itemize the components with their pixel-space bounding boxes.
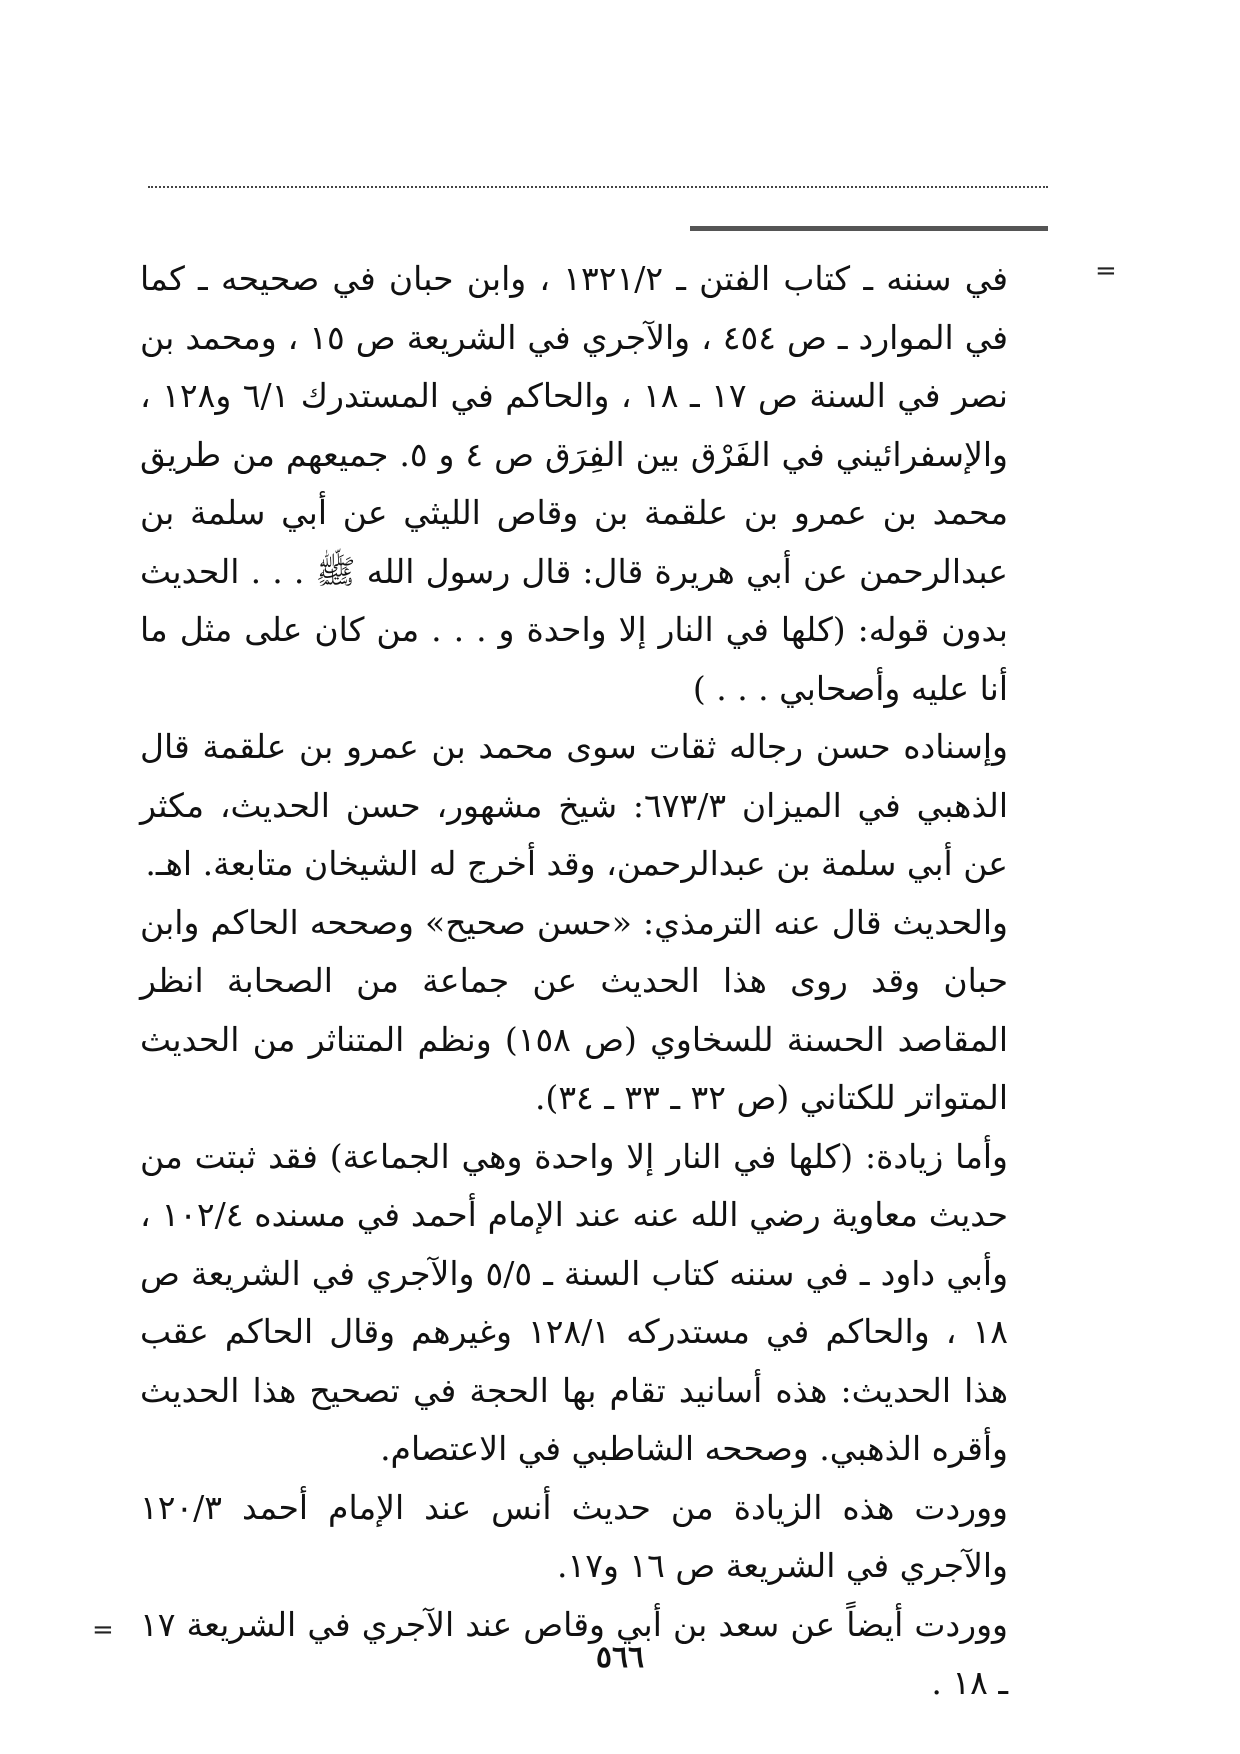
footnote-paragraph: ووردت أيضاً عن سعد بن أبي وقاص عند الآجري في الشريعة ١٧ ـ ١٨ . [140, 1604, 1008, 1702]
continuation-mark-top: = [1095, 256, 1117, 286]
page-number: ٥٦٦ [595, 1640, 645, 1675]
footnote-paragraph: وإسناده حسن رجاله ثقات سوى محمد بن عمرو بن علقمة قال الذهبي في الميزان ٦٧٣/٣: شيخ مشهور، حسن الحديث، مكثر عن أبي سلمة بن عبدالرحمن، وقد أخرج له الشيخان متابعة. اهـ. [140, 727, 1008, 883]
footnote-paragraph: في سننه ـ كتاب الفتن ـ ١٣٢١/٢ ، وابن حبان في صحيحه ـ كما في الموارد ـ ص ٤٥٤ ، والآجري في الشريعة ص ١٥ ، ومحمد بن نصر في السنة ص ١٧ ـ ١٨ ، والحاكم في المستدرك ٦/١ و١٢٨ ، والإسفرائيني في الفَرْق بين الفِرَق ص ٤ و ٥. جميعهم من طريق محمد بن عمرو بن علقمة بن وقاص الليثي عن أبي سلمة بن عبدالرحمن عن أبي هريرة قال: قال رسول الله ﷺ . . . الحديث بدون قوله: (كلها في النار إلا واحدة و . . . من كان على مثل ما أنا عليه وأصحابي . . . ) [140, 259, 1009, 708]
footnote-paragraph: والحديث قال عنه الترمذي: «حسن صحيح» وصححه الحاكم وابن حبان وقد روى هذا الحديث عن جماعة من الصحابة انظر المقاصد الحسنة للسخاوي (ص ١٥٨) ونظم المتناثر من الحديث المتواتر للكتاني (ص ٣٢ ـ ٣٣ ـ ٣٤). [140, 902, 1009, 1117]
header-dotted-rule [148, 186, 1048, 188]
continuation-mark-bottom: = [92, 1615, 114, 1645]
footnote-paragraph: ووردت هذه الزيادة من حديث أنس عند الإمام أحمد ١٢٠/٣ والآجري في الشريعة ص ١٦ و١٧. [140, 1487, 1008, 1585]
footnote-paragraph: وأما زيادة: (كلها في النار إلا واحدة وهي الجماعة) فقد ثبتت من حديث معاوية رضي الله عنه عند الإمام أحمد في مسنده ١٠٢/٤ ، وأبي داود ـ في سننه كتاب السنة ـ ٥/٥ والآجري في الشريعة ص ١٨ ، والحاكم في مستدركه ١٢٨/١ وغيرهم وقال الحاكم عقب هذا الحديث: هذه أسانيد تقام بها الحجة في تصحيح هذا الحديث وأقره الذهبي. وصححه الشاطبي في الاعتصام. [140, 1136, 1009, 1468]
footnote-separator-rule [690, 226, 1048, 231]
